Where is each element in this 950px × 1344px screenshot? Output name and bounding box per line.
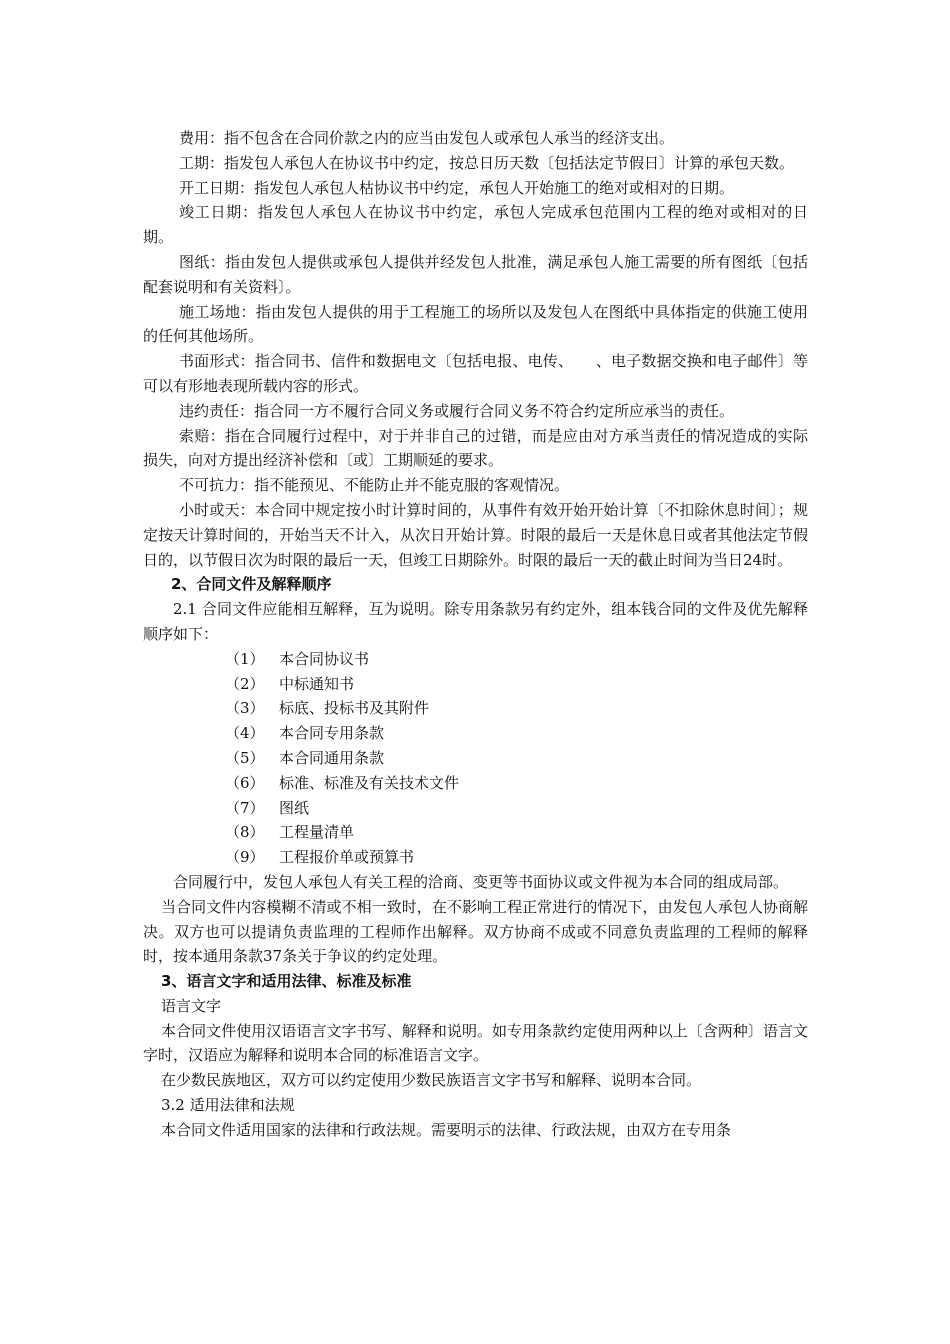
paragraph-hours-days: 小时或天：本合同中规定按小时计算时间的，从事件有效开始开始计算〔不扣除休息时间〕；规定按天计算时间的，开始当天不计入，从次日开始计算。时限的最后一天是休息日或者其他法定节假日的，以节假日次为时限的最后一天，但竣工日期除外。时限的最后一天的截止时间为当日24时。 bbox=[143, 500, 808, 569]
paragraph-language: 本合同文件使用汉语语言文字书写、解释和说明。如专用条款约定使用两种以上〔含两种〕语言文字时，汉语应为解释和说明本合同的标准语言文字。 bbox=[143, 1021, 808, 1065]
list-item-number: （3） bbox=[225, 699, 265, 718]
list-item-text: 标底、投标书及其附件 bbox=[279, 699, 430, 718]
list-item-text: 工程量清单 bbox=[279, 823, 355, 842]
paragraph-applicable-law: 本合同文件适用国家的法律和行政法规。需要明示的法律、行政法规，由双方在专用条 bbox=[161, 1120, 732, 1139]
section-heading-2: 2、合同文件及解释顺序 bbox=[171, 575, 332, 594]
document-body bbox=[143, 126, 808, 1143]
list-item-number: （2） bbox=[225, 674, 265, 693]
list-item-number: （5） bbox=[225, 748, 265, 767]
list-item-number: （7） bbox=[225, 798, 265, 817]
list-item bbox=[143, 696, 808, 721]
paragraph-start-date: 开工日期：指发包人承包人枯协议书中约定，承包人开始施工的绝对或相对的日期。 bbox=[179, 178, 735, 197]
list-item bbox=[143, 672, 808, 697]
paragraph-ambiguity: 当合同文件内容模糊不清或不相一致时，在不影响工程正常进行的情况下，由发包人承包人协商解决。双方也可以提请负责监理的工程师作出解释。双方协商不成或不同意负责监理的工程师的解释时，按本通用条款37条关于争议的约定处理。 bbox=[143, 897, 808, 966]
paragraph-claim: 索赔：指在合同履行过程中，对于并非自己的过错，而是应由对方承当责任的情况造成的实际损失，向对方提出经济补偿和〔或〕工期顺延的要求。 bbox=[143, 426, 808, 470]
list-item bbox=[143, 746, 808, 771]
paragraph-language-title: 语言文字 bbox=[161, 996, 222, 1015]
list-item-number: （9） bbox=[225, 848, 265, 867]
paragraph-site: 施工场地：指由发包人提供的用于工程施工的场所以及发包人在图纸中具体指定的供施工使用的任何其他场所。 bbox=[143, 302, 808, 346]
list-item-number: （8） bbox=[225, 823, 265, 842]
list-item bbox=[143, 771, 808, 796]
list-item-number: （6） bbox=[225, 773, 265, 792]
paragraph-written-form: 书面形式：指合同书、信件和数据电文〔包括电报、电传、 、电子数据交换和电子邮件〕等可以有形地表现所载内容的形式。 bbox=[143, 352, 808, 395]
list-item-number: （4） bbox=[225, 724, 265, 743]
paragraph-force-majeure: 不可抗力：指不能预见、不能防止并不能克服的客观情况。 bbox=[179, 476, 570, 495]
document-order-list bbox=[143, 647, 808, 870]
paragraph-minority-language: 在少数民族地区，双方可以约定使用少数民族语言文字书写和解释、说明本合同。 bbox=[161, 1071, 702, 1090]
paragraph-duration: 工期：指发包人承包人在协议书中约定，按总日历天数〔包括法定节假日〕计算的承包天数。 bbox=[179, 153, 795, 172]
list-item bbox=[143, 845, 808, 870]
list-item-text: 本合同通用条款 bbox=[279, 748, 385, 767]
list-item bbox=[143, 796, 808, 821]
paragraph-contract-changes: 合同履行中，发包人承包人有关工程的洽商、变更等书面协议或文件视为本合同的组成局部。 bbox=[173, 872, 789, 891]
paragraph-drawings: 图纸：指由发包人提供或承包人提供并经发包人批准，满足承包人施工需要的所有图纸〔包括配套说明和有关资料〕。 bbox=[143, 252, 808, 296]
list-item-text: 标准、标准及有关技术文件 bbox=[279, 773, 460, 792]
paragraph-fees: 费用：指不包含在合同价款之内的应当由发包人或承包人承当的经济支出。 bbox=[179, 129, 675, 147]
list-item bbox=[143, 721, 808, 746]
list-item-text: 本合同协议书 bbox=[279, 649, 370, 668]
paragraph-completion-date: 竣工日期：指发包人承包人在协议书中约定，承包人完成承包范围内工程的绝对或相对的日期。 bbox=[143, 203, 808, 247]
list-item-text: 图纸 bbox=[279, 798, 310, 817]
paragraph-liability: 违约责任：指合同一方不履行合同义务或履行合同义务不符合约定所应承当的责任。 bbox=[179, 401, 735, 420]
list-item-text: 工程报价单或预算书 bbox=[279, 848, 415, 867]
list-item bbox=[143, 820, 808, 845]
list-item bbox=[143, 647, 808, 672]
paragraph-3-2-title: 3.2 适用法律和法规 bbox=[161, 1096, 295, 1115]
list-item-number: （1） bbox=[225, 649, 265, 668]
section-heading-3: 3、语言文字和适用法律、标准及标准 bbox=[161, 972, 412, 991]
list-item-text: 本合同专用条款 bbox=[279, 724, 385, 743]
list-item-text: 中标通知书 bbox=[279, 674, 355, 693]
paragraph-2-1: 2.1 合同文件应能相互解释，互为说明。除专用条款另有约定外，组本钱合同的文件及优先解释顺序如下： bbox=[143, 600, 808, 643]
